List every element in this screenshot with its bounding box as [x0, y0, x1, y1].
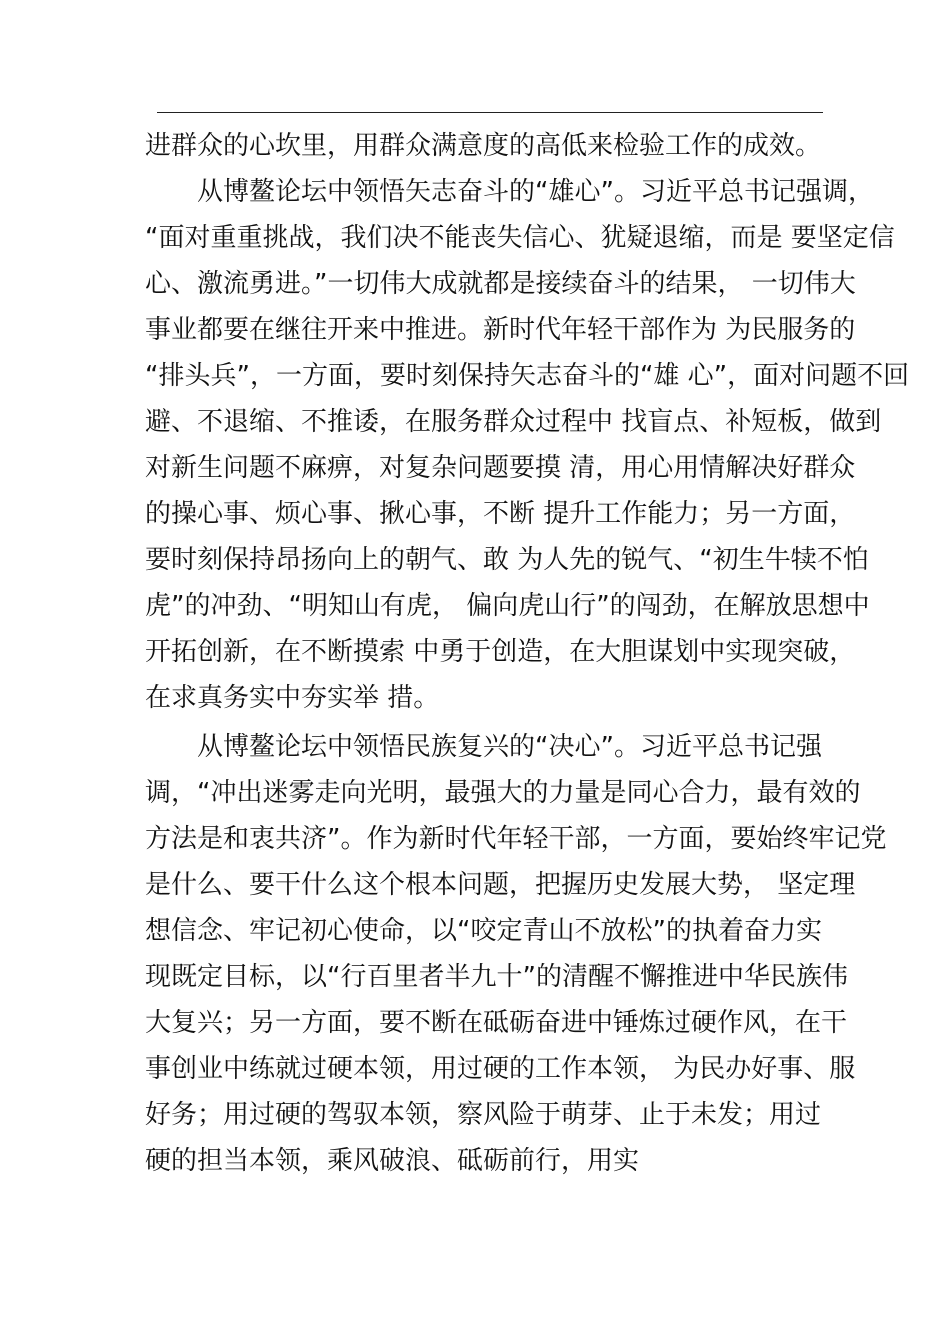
text-line: 是什么、要干什么这个根本问题，把握历史发展大势， 坚定理: [145, 870, 856, 900]
text-line: 调，“冲出迷雾走向光明，最强大的力量是同心合力，最有效的: [145, 778, 861, 808]
text-line: 心、激流勇进。”一切伟大成就都是接续奋斗的结果， 一切伟大: [145, 269, 856, 299]
text-line: 对新生问题不麻痹，对复杂问题要摸 清，用心用情解决好群众: [145, 453, 856, 483]
paragraph-start-line: 从博鳌论坛中领悟民族复兴的“决心”。习近平总书记强: [145, 732, 822, 762]
text-line: 事创业中练就过硬本领，用过硬的工作本领， 为民办好事、服: [145, 1054, 856, 1084]
text-line: 进群众的心坎里，用群众满意度的高低来检验工作的成效。: [145, 131, 822, 161]
text-line: 硬的担当本领，乘风破浪、砥砺前行，用实: [145, 1146, 640, 1176]
text-line: 虎”的冲劲、“明知山有虎， 偏向虎山行”的闯劲，在解放思想中: [145, 591, 870, 621]
text-line: 事业都要在继往开来中推进。新时代年轻干部作为 为民服务的: [145, 315, 856, 345]
text-line: 要时刻保持昂扬向上的朝气、敢 为人先的锐气、“初生牛犊不怕: [145, 545, 869, 575]
text-line: 方法是和衷共济”。作为新时代年轻干部，一方面，要始终牢记党: [145, 824, 887, 854]
text-line: 好务；用过硬的驾驭本领，察风险于萌芽、止于未发；用过: [145, 1100, 822, 1130]
text-line: 避、不退缩、不推诿，在服务群众过程中 找盲点、补短板，做到: [145, 407, 882, 437]
text-line: 开拓创新，在不断摸索 中勇于创造，在大胆谋划中实现突破，: [145, 637, 856, 667]
body-text: [145, 124, 910, 1185]
text-line: 现既定目标，以“行百里者半九十”的清醒不懈推进中华民族伟: [145, 962, 848, 992]
text-line: “面对重重挑战，我们决不能丧失信心、犹疑退缩，而是 要坚定信: [145, 223, 895, 253]
text-line: 想信念、牢记初心使命，以“咬定青山不放松”的执着奋力实: [145, 916, 822, 946]
text-line: 的操心事、烦心事、揪心事，不断 提升工作能力；另一方面，: [145, 499, 856, 529]
text-line: 在求真务实中夯实举 措。: [145, 683, 440, 713]
paragraph-start-line: 从博鳌论坛中领悟矢志奋斗的“雄心”。习近平总书记强调，: [145, 177, 874, 207]
header-rule: [157, 112, 823, 113]
text-line: 大复兴；另一方面，要不断在砥砺奋进中锤炼过硬作风，在干: [145, 1008, 848, 1038]
text-line: “排头兵”，一方面，要时刻保持矢志奋斗的“雄 心”，面对问题不回: [145, 361, 910, 391]
